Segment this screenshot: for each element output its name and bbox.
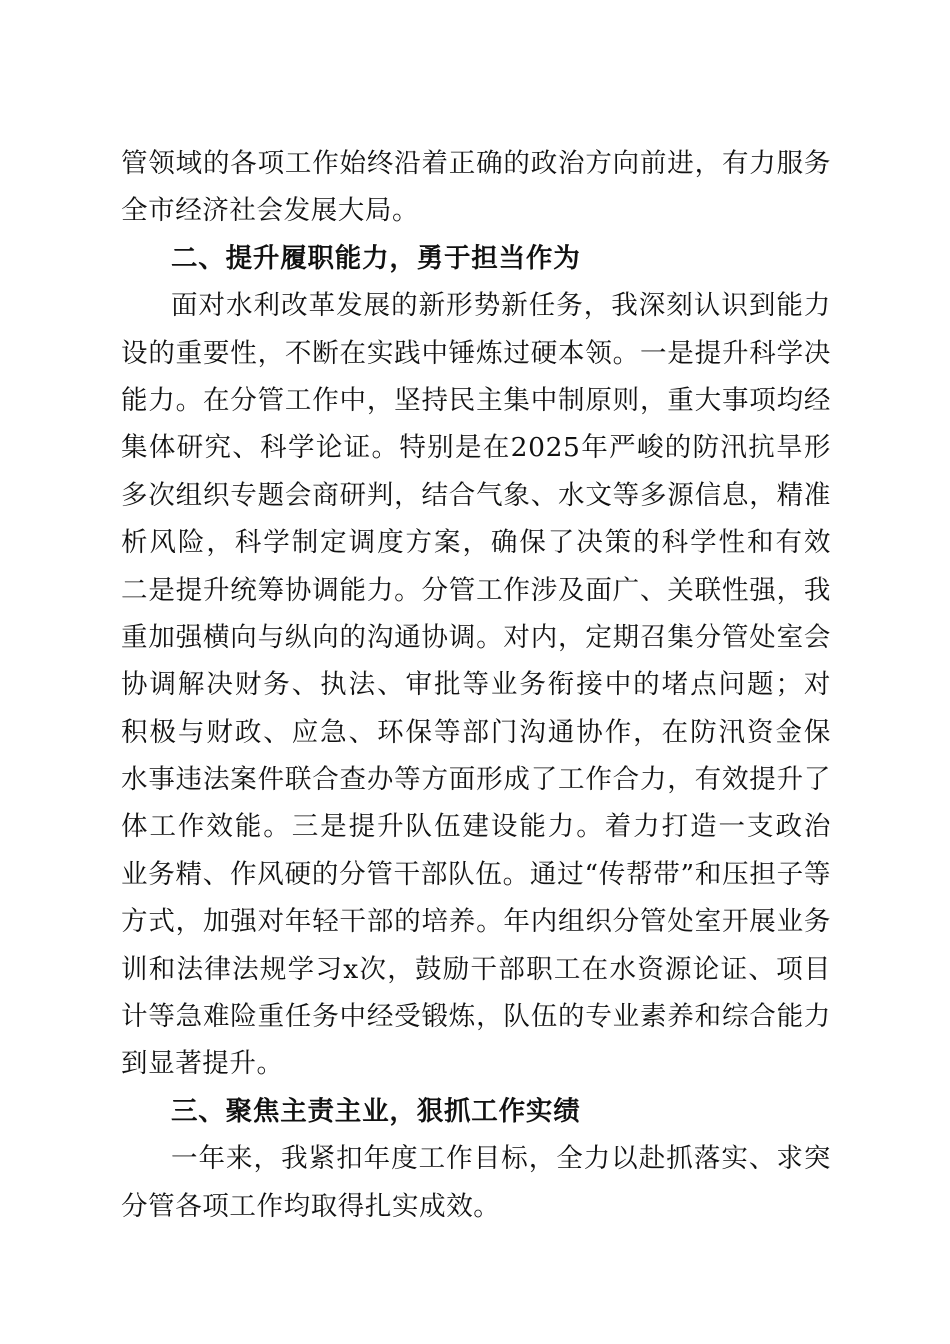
paragraph-line: 到显著提升。 [121,1048,284,1080]
paragraph-line: 设的重要性，不断在实践中锤炼过硬本领。一是提升科学决 [121,337,831,369]
paragraph-line: 管领域的各项工作始终沿着正确的政治方向前进，有力服务 [121,148,831,179]
paragraph-line: 体工作效能。三是提升队伍建设能力。着力打造一支政治 [121,811,831,843]
paragraph-line: 积极与财政、应急、环保等部门沟通协作，在防汛资金保 [121,716,831,748]
paragraph-line: 分管各项工作均取得扎实成效。 [121,1190,501,1222]
document-body [121,140,831,1230]
section-heading: 二、提升履职能力，勇于担当作为 [171,242,581,274]
paragraph-line: 方式，加强对年轻干部的培养。年内组织分管处室开展业务 [121,906,831,938]
section-heading: 三、聚焦主责主业，狠抓工作实绩 [171,1095,581,1127]
paragraph-line: 业务精、作风硬的分管干部队伍。通过“传帮带”和压担子等 [121,858,831,890]
paragraph-line: 一年来，我紧扣年度工作目标，全力以赴抓落实、求突 [171,1143,831,1175]
paragraph-line: 集体研究、科学论证。特别是在2025年严峻的防汛抗旱形 [121,432,831,464]
paragraph-line: 全市经济社会发展大局。 [121,195,420,227]
paragraph-line: 重加强横向与纵向的沟通协调。对内，定期召集分管处室会 [121,621,831,653]
paragraph-line: 能力。在分管工作中，坚持民主集中制原则，重大事项均经 [121,384,831,416]
paragraph-line: 计等急难险重任务中经受锻炼，队伍的专业素养和综合能力 [121,1001,831,1033]
paragraph-line: 水事违法案件联合查办等方面形成了工作合力，有效提升了 [121,764,831,796]
paragraph-line: 协调解决财务、执法、审批等业务衔接中的堵点问题；对 [121,669,831,701]
paragraph-line: 多次组织专题会商研判，结合气象、水文等多源信息，精准 [121,479,831,511]
paragraph-line: 析风险，科学制定调度方案，确保了决策的科学性和有效 [121,527,831,559]
paragraph-line: 训和法律法规学习x次，鼓励干部职工在水资源论证、项目 [121,953,831,985]
paragraph-line: 二是提升统筹协调能力。分管工作涉及面广、关联性强，我 [121,574,831,606]
paragraph-line: 面对水利改革发展的新形势新任务，我深刻认识到能力 [171,290,831,322]
